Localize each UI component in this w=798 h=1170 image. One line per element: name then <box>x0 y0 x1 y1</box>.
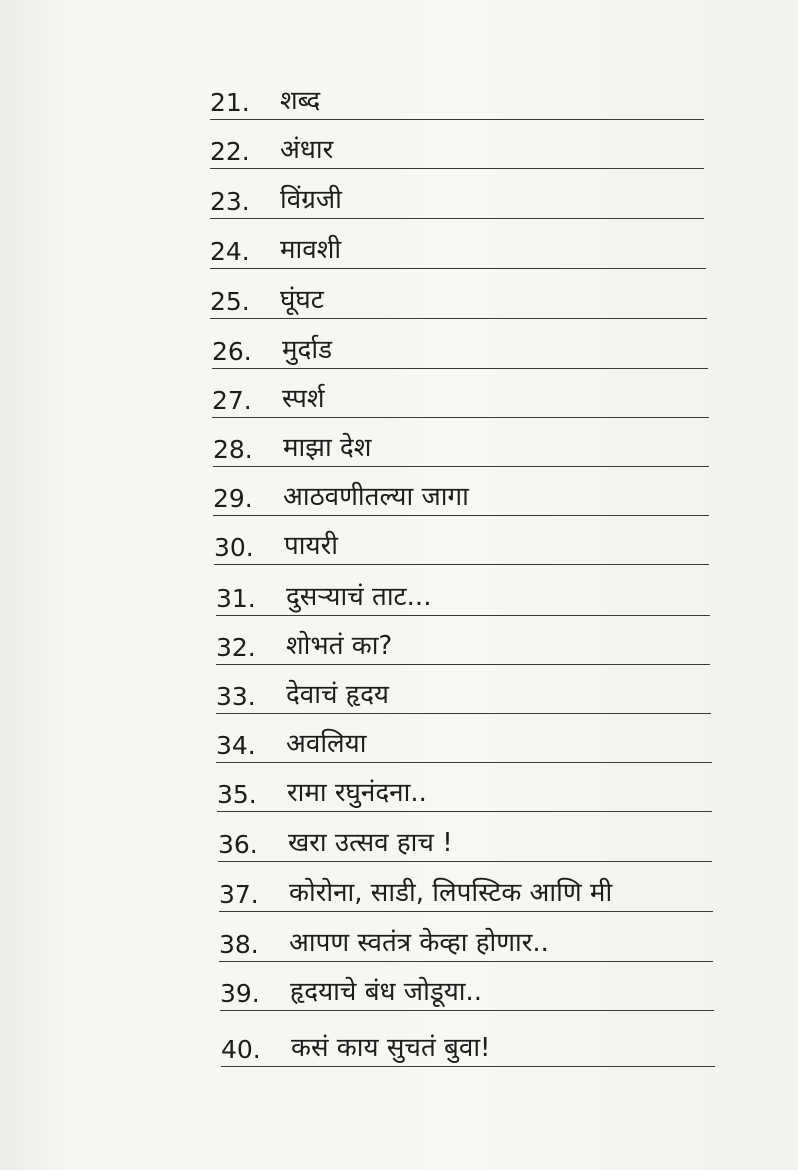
toc-entry <box>213 472 709 516</box>
entry-number: 34. <box>216 731 256 760</box>
toc-entry <box>216 719 712 763</box>
entry-number: 21. <box>210 88 250 117</box>
entry-number: 37. <box>219 880 259 909</box>
entry-title: घूंघट <box>280 285 324 315</box>
entry-title: विंग्रजी <box>280 185 342 215</box>
entry-title: रामा रघुनंदना.. <box>287 778 427 808</box>
entry-title: आपण स्वतंत्र केव्हा होणार.. <box>289 928 549 958</box>
entry-title: कोरोना, साडी, लिपस्टिक आणि मी <box>289 878 613 908</box>
toc-entry <box>216 572 710 616</box>
entry-title: शब्द <box>280 86 321 116</box>
entry-title: अंधार <box>280 135 334 165</box>
toc-entry <box>217 768 712 812</box>
entry-number: 28. <box>213 435 253 464</box>
entry-number: 38. <box>219 930 259 959</box>
entry-number: 40. <box>221 1035 261 1064</box>
entry-number: 26. <box>212 337 252 366</box>
toc-entry <box>214 521 709 565</box>
entry-title: शोभतं का? <box>286 631 393 661</box>
toc-entry <box>219 868 713 912</box>
toc-entry <box>210 175 704 219</box>
entry-title: मुर्दाड <box>282 335 332 365</box>
entry-number: 27. <box>212 386 252 415</box>
toc-entry <box>220 967 714 1011</box>
entry-number: 36. <box>218 830 258 859</box>
toc-entry <box>210 125 704 169</box>
toc-entry <box>212 374 709 418</box>
toc-entry <box>216 670 711 714</box>
toc-entry <box>210 76 704 120</box>
entry-number: 25. <box>210 287 250 316</box>
toc-entry <box>216 621 710 665</box>
toc-entry <box>210 275 707 319</box>
entry-number: 24. <box>210 237 250 266</box>
entry-number: 35. <box>217 780 257 809</box>
toc-entry <box>219 918 713 962</box>
entry-title: हृदयाचे बंध जोडूया.. <box>290 977 483 1007</box>
entry-title: माझा देश <box>283 433 372 463</box>
entry-number: 32. <box>216 633 256 662</box>
entry-title: आठवणीतल्या जागा <box>283 482 469 512</box>
entry-number: 29. <box>213 484 253 513</box>
toc-entry <box>212 325 708 369</box>
toc-entry <box>210 225 706 269</box>
entry-number: 30. <box>214 533 254 562</box>
entry-title: मावशी <box>280 235 342 265</box>
entry-title: पायरी <box>284 531 338 561</box>
entry-title: अवलिया <box>286 729 367 759</box>
toc-entry <box>221 1023 715 1067</box>
entry-title: स्पर्श <box>282 384 325 414</box>
entry-number: 31. <box>216 584 256 613</box>
entry-title: कसं काय सुचतं बुवा! <box>291 1033 491 1063</box>
entry-title: देवाचं हृदय <box>286 680 389 710</box>
entry-number: 23. <box>210 187 250 216</box>
entry-number: 22. <box>210 137 250 166</box>
entry-number: 39. <box>220 979 260 1008</box>
toc-entry <box>213 423 709 467</box>
entry-title: खरा उत्सव हाच ! <box>288 828 453 858</box>
entry-title: दुसऱ्याचं ताट... <box>286 582 432 612</box>
entry-number: 33. <box>216 682 256 711</box>
toc-entry <box>218 818 712 862</box>
